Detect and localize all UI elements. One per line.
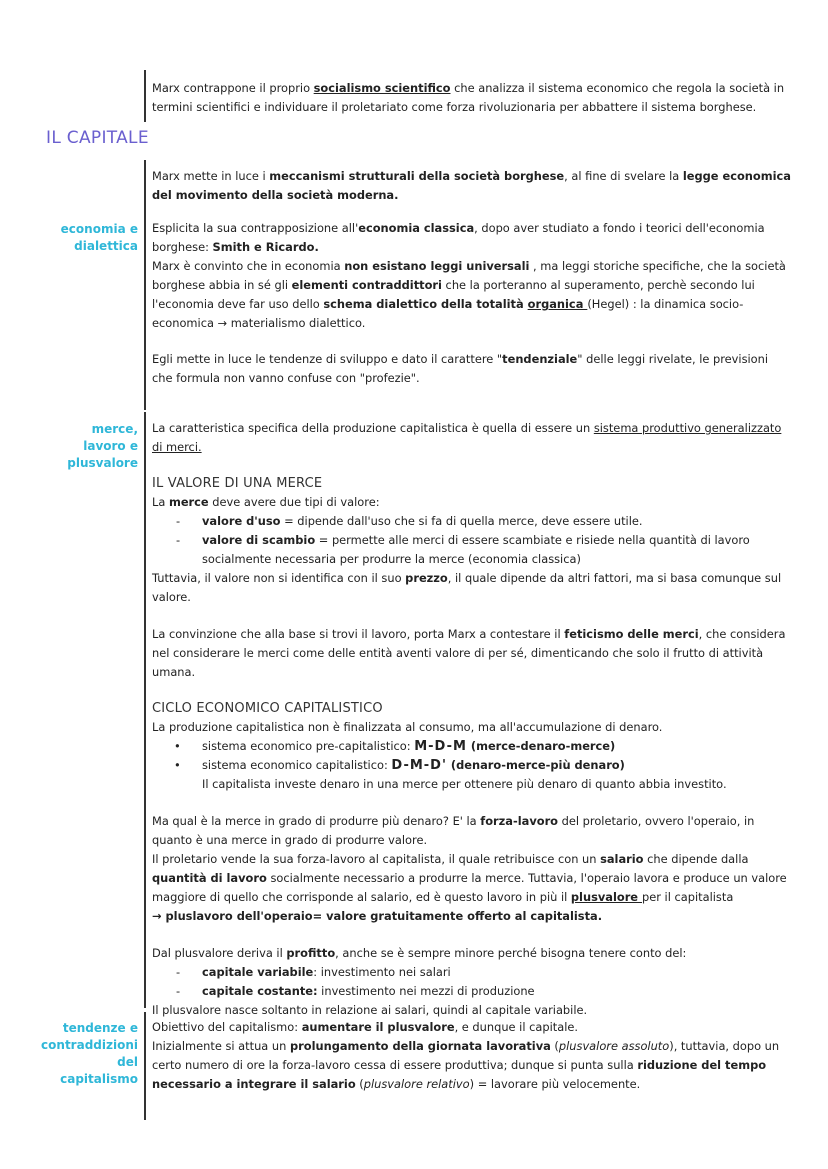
list-item-precapitalistico: • sistema economico pre-capitalistico: M-D-M (merce-denaro-merce) [174,739,616,754]
capitale-paragraph: Marx mette in luce i meccanismi strutturali della società borghese, al fine di svelare la legge economica del movimento della società moderna. [152,169,791,202]
plusvalore-note: Il plusvalore nasce soltanto in relazione ai salari, quindi al capitale variabile. [152,1003,588,1017]
side-label-economia: economia e dialettica [60,222,138,253]
list-item-valore-scambio: - valore di scambio = permette alle merci di essere scambiate e risiede nella quantità di lavoro socialmente necessaria per produrre la merce (economia classica) [176,533,750,566]
valore-prezzo: Tuttavia, il valore non si identifica con il suo prezzo, il quale dipende da altri fattori, ma si basa comunque sul valore. [152,571,782,604]
profitto-paragraph: Dal plusvalore deriva il profitto, anche se è sempre minore perché bisogna tenere conto del: [152,946,687,960]
intro-paragraph: Marx contrappone il proprio socialismo scientifico che analizza il sistema economico che regola la società in termini scientifici e individuare il proletariato come forza rivoluzionaria per abbattere il sistema borghese. [152,81,785,114]
feticismo-paragraph: La convinzione che alla base si trovi il lavoro, porta Marx a contestare il feticismo delle merci, che considera nel considerare le merci come delle entità aventi valore di per sé, dimenticando che solo il frutto di attività umana. [152,627,786,679]
economia-section [152,219,792,388]
merce-section [152,419,792,1020]
section-title: IL CAPITALE [46,128,149,148]
margin-rule-intro [144,70,146,122]
margin-rule-tendenze [144,1012,146,1120]
economia-p3: Egli mette in luce le tendenze di sviluppo e dato il carattere "tendenziale" delle leggi rivelate, le previsioni che formula non vanno confuse con "profezie". [152,352,769,385]
pluslavoro-line: → pluslavoro dell'operaio= valore gratuitamente offerto al capitalista. [152,909,603,923]
list-item-capitalistico: • sistema economico capitalistico: D-M-D' (denaro-merce-più denaro) [174,758,625,773]
heading-valore: IL VALORE DI UNA MERCE [152,476,323,491]
economia-p2: Marx è convinto che in economia non esistano leggi universali , ma leggi storiche specifiche, che la società borghese abbia in sé gli elementi contraddittori che la porteranno al superamento, perchè secondo lui l'economia deve far uso dello schema dialettico della totalità organica (Hegel) : la dinamica socio-economica → materialismo dialettico. [152,259,786,330]
ciclo-intro: La produzione capitalistica non è finalizzata al consumo, ma all'accumulazione di denaro. [152,720,663,734]
economia-p1: Esplicita la sua contrapposizione all'economia classica, dopo aver studiato a fondo i teorici dell'economia borghese: Smith e Ricardo. [152,221,765,254]
margin-rule-main [144,160,146,410]
side-label-merce: merce, lavoro e plusvalore [67,422,138,470]
heading-ciclo: CICLO ECONOMICO CAPITALISTICO [152,701,383,716]
forza-lavoro-paragraph: Ma qual è la merce in grado di produrre più denaro? E' la forza-lavoro del proletario, ovvero l'operaio, in quanto è una merce in grado di produrre valore. [152,814,755,847]
tendenze-section [152,1018,792,1094]
list-item-capitale-variabile: - capitale variabile: investimento nei salari [176,965,451,979]
salario-paragraph: Il proletario vende la sua forza-lavoro al capitalista, il quale retribuisce con un salario che dipende dalla quantità di lavoro socialmente necessario a produrre la merce. Tuttavia, l'operaio lavora e produce un valore maggiore di quello che corrisponde al salario, ed è questo lavoro in più il plusvalore per il capitalista [152,852,787,904]
ciclo-note: Il capitalista investe denaro in una merce per ottenere più denaro di quanto abbia investito. [202,777,727,791]
merce-p1: La caratteristica specifica della produzione capitalistica è quella di essere un sistema produttivo generalizzato di merci. [152,421,782,454]
tendenze-paragraph: Obiettivo del capitalismo: aumentare il plusvalore, e dunque il capitale. Inizialmente si attua un prolungamento della giornata lavorativa (plusvalore assoluto), tuttavia, dopo un certo numero di ore la forza-lavoro cessa di essere produttiva; dunque si punta sulla riduzione del tempo necessario a integrare il salario (plusvalore relativo) = lavorare più velocemente. [152,1020,780,1091]
valore-intro: La merce deve avere due tipi di valore: [152,495,380,509]
list-item-valore-uso: - valore d'uso = dipende dall'uso che si fa di quella merce, deve essere utile. [176,514,643,528]
list-item-capitale-costante: - capitale costante: investimento nei mezzi di produzione [176,984,535,998]
margin-rule-merce [144,412,146,1008]
side-label-tendenze: tendenze e contraddizioni del capitalismo [41,1021,138,1086]
